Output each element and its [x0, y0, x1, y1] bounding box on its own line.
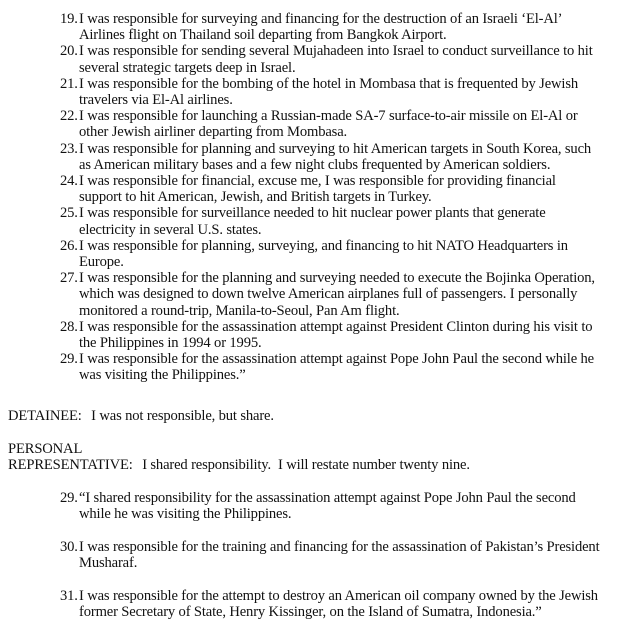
item-text: I was responsible for planning and surveying to hit American targets in South Korea, such as American military bases and a few night clubs frequented by American soldiers.	[79, 140, 592, 173]
item-text: I was responsible for the bombing of the hotel in Mombasa that is frequented by Jewish travelers via El-Al airlines.	[79, 75, 578, 109]
confession-list	[60, 11, 600, 384]
list-item-23	[60, 141, 600, 173]
list-item	[60, 588, 600, 620]
item-number: 19.	[60, 11, 78, 27]
restated-item-30	[60, 539, 600, 571]
list-item-28	[60, 319, 600, 351]
statement-text: I was not responsible, but share.	[91, 408, 274, 424]
item-text: “I shared responsibility for the assassination attempt against Pope John Paul the second while he was visiting the Philippines.	[79, 490, 576, 523]
item-number: 22.	[60, 108, 78, 125]
item-text: I was responsible for the assassination attempt against Pope John Paul the second while he was visiting the Philippines.”	[79, 351, 595, 384]
representative-label-line1: PERSONAL	[8, 441, 83, 457]
item-text: I was responsible for financial, excuse me, I was responsible for providing financial support to hit American, Jewish, and British targets in Turkey.	[79, 173, 556, 206]
item-text: I was responsible for sending several Mujahadeen into Israel to conduct surveillance to hit several strategic targets deep in Israel.	[79, 43, 593, 76]
item-text: I was responsible for the attempt to destroy an American oil company owned by the Jewish former Secretary of State, Henry Kissinger, on the Island of Sumatra, Indonesia.”	[79, 588, 598, 621]
list-item-20	[60, 43, 600, 75]
list-item-27	[60, 270, 600, 319]
list-item	[60, 539, 600, 571]
list-item-22	[60, 108, 600, 140]
list-item-24	[60, 173, 600, 205]
detainee-statement	[8, 408, 608, 424]
item-text: I was responsible for planning, surveying, and financing to hit NATO Headquarters in Europe.	[79, 237, 568, 271]
item-number: 21.	[60, 75, 78, 92]
item-number: 27.	[60, 270, 78, 287]
item-number: 24.	[60, 173, 78, 190]
speaker-label: REPRESENTATIVE:	[8, 457, 133, 473]
representative-statement	[8, 457, 608, 473]
list-item-26	[60, 238, 600, 270]
item-text: I was responsible for surveillance needed to hit nuclear power plants that generate electricity in several U.S. states.	[79, 205, 546, 238]
restated-item-31	[60, 588, 600, 620]
item-number: 26.	[60, 237, 78, 254]
restated-item-29	[60, 490, 600, 522]
item-text: I was responsible for the assassination attempt against President Clinton during his visit to the Philippines in 1994 or 1995.	[79, 318, 593, 352]
list-item-21	[60, 76, 600, 108]
item-number: 31.	[60, 588, 78, 604]
speaker-label: DETAINEE:	[8, 408, 82, 424]
item-text: I was responsible for the planning and surveying needed to execute the Bojinka Operation, which was designed to down twelve American airplanes full of passengers. I personally monitored a round-trip, Manila-to-Seoul, Pan Am flight.	[79, 270, 595, 319]
statement-text: I shared responsibility. I will restate number twenty nine.	[142, 457, 470, 473]
list-item	[60, 490, 600, 522]
item-text: I was responsible for the training and financing for the assassination of Pakistan’s President Musharaf.	[79, 539, 600, 572]
list-item-25	[60, 205, 600, 237]
list-item-19	[60, 11, 600, 43]
item-number: 29.	[60, 351, 78, 368]
item-number: 29.	[60, 490, 78, 506]
item-number: 30.	[60, 539, 78, 555]
item-number: 23.	[60, 140, 78, 157]
item-text: I was responsible for launching a Russian-made SA-7 surface-to-air missile on El-Al or other Jewish airliner departing from Mombasa.	[79, 108, 578, 141]
list-item-29	[60, 351, 600, 383]
item-number: 28.	[60, 318, 78, 335]
item-text: I was responsible for surveying and financing for the destruction of an Israeli ‘El-Al’ Airlines flight on Thailand soil departing from Bangkok Airport.	[79, 11, 562, 44]
item-number: 25.	[60, 205, 78, 222]
item-number: 20.	[60, 43, 78, 60]
